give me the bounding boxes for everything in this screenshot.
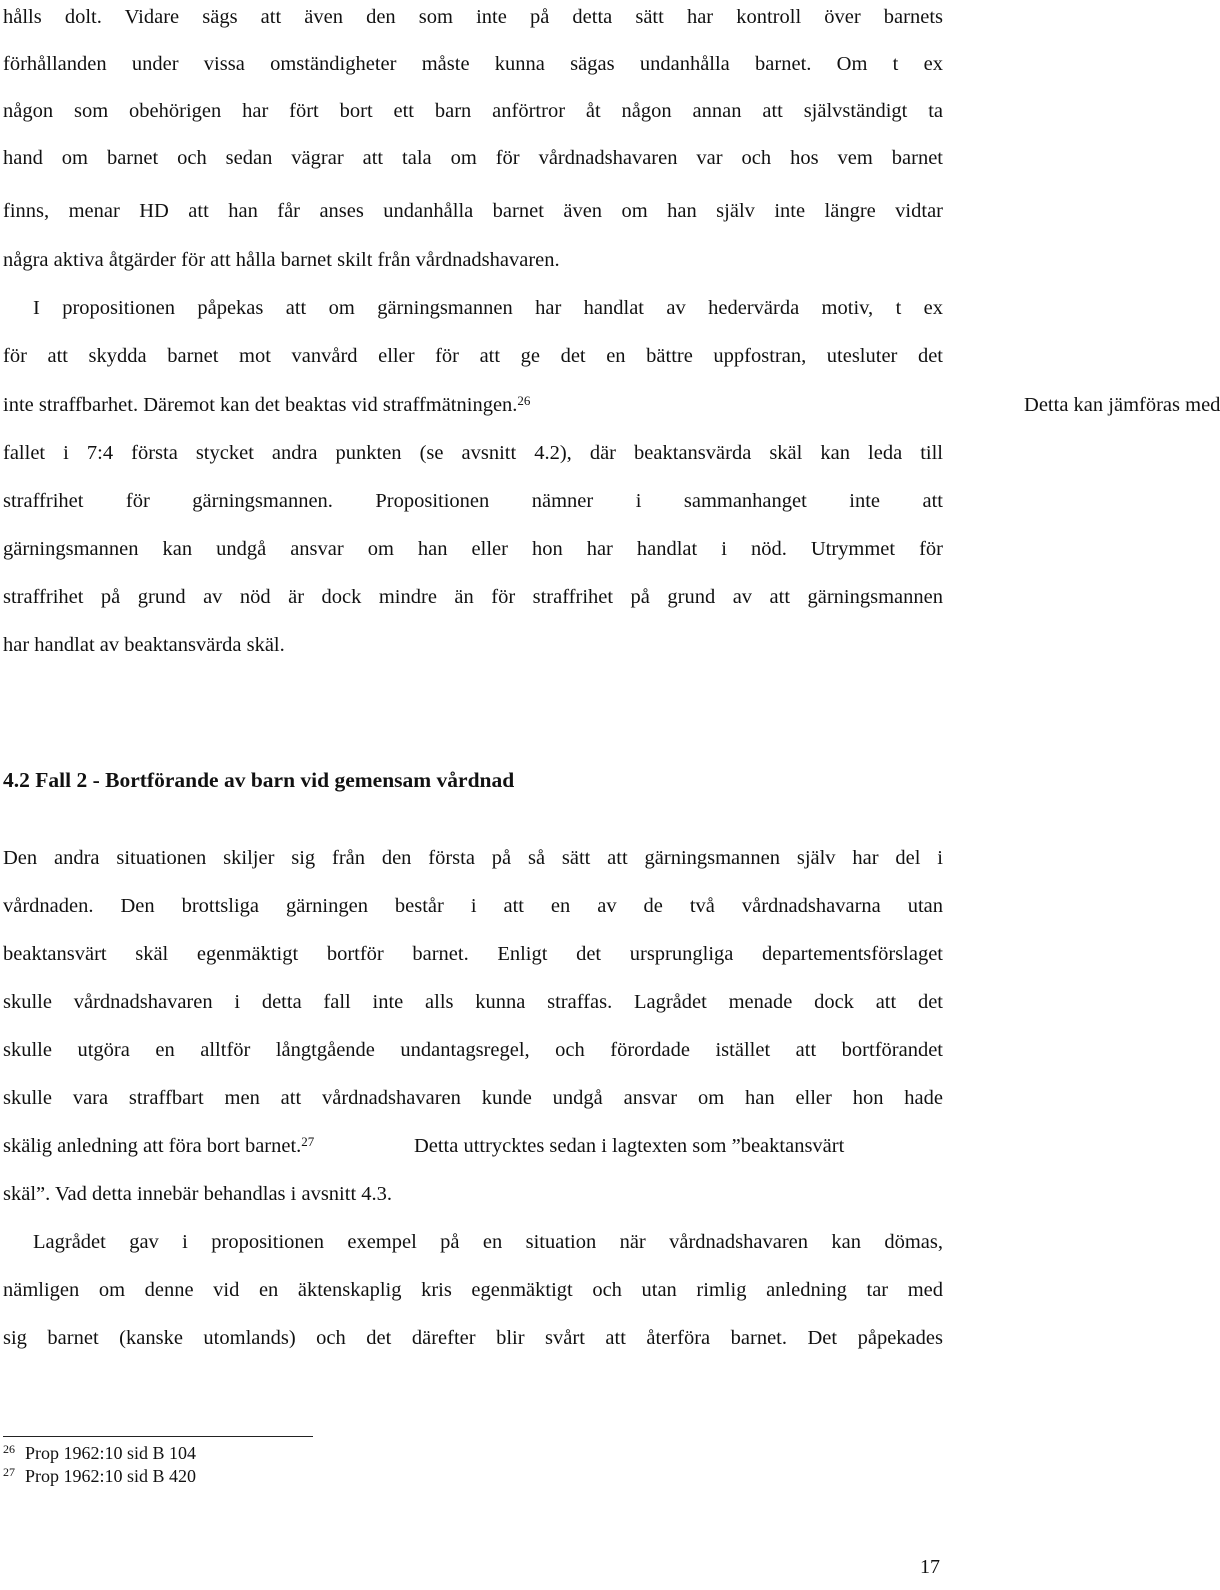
text-line: några aktiva åtgärder för att hålla barnet skilt från vårdnadshavaren. bbox=[3, 249, 560, 271]
footnote-text: Prop 1962:10 sid B 104 bbox=[25, 1443, 197, 1463]
text-line: gärningsmannen kan undgå ansvar om han eller hon har handlat i nöd. Utrymmet för bbox=[3, 538, 943, 560]
text-line: straffrihet för gärningsmannen. Propositionen nämner i sammanhanget inte att bbox=[3, 490, 943, 512]
text-segment: skälig anledning att föra bort barnet. bbox=[3, 1135, 302, 1157]
text-line: hålls dolt. Vidare sägs att även den som inte på detta sätt har kontroll över barnets bbox=[3, 6, 943, 28]
text-line: skulle utgöra en alltför långtgående undantagsregel, och förordade istället att bortförandet bbox=[3, 1039, 943, 1061]
text-line: skulle vara straffbart men att vårdnadshavaren kunde undgå ansvar om han eller hon hade bbox=[3, 1087, 943, 1109]
footnote-number: 26 bbox=[3, 1442, 15, 1456]
text-segment: inte straffbarhet. Däremot kan det beaktas vid straffmätningen. bbox=[3, 394, 518, 416]
text-line: nämligen om denne vid en äktenskaplig kris egenmäktigt och utan rimlig anledning tar med bbox=[3, 1279, 943, 1301]
page-number: 17 bbox=[920, 1556, 940, 1578]
text-line bbox=[3, 390, 1220, 420]
text-line: Den andra situationen skiljer sig från den första på så sätt att gärningsmannen själv har del i bbox=[3, 847, 943, 869]
text-segment: Detta kan jämföras med bbox=[1024, 394, 1220, 416]
text-line: någon som obehörigen har fört bort ett barn anförtror åt någon annan att självständigt ta bbox=[3, 100, 943, 122]
footnote-number: 27 bbox=[3, 1465, 15, 1479]
text-line: fallet i 7:4 första stycket andra punkten (se avsnitt 4.2), där beaktansvärda skäl kan leda till bbox=[3, 442, 943, 464]
footnote-separator bbox=[3, 1436, 313, 1437]
footnote-ref-26: 26 bbox=[517, 393, 531, 408]
text-line bbox=[3, 1131, 943, 1161]
footnote-text: Prop 1962:10 sid B 420 bbox=[25, 1466, 197, 1486]
text-line: skäl”. Vad detta innebär behandlas i avsnitt 4.3. bbox=[3, 1183, 393, 1205]
text-line: finns, menar HD att han får anses undanhålla barnet även om han själv inte längre vidtar bbox=[3, 200, 943, 222]
footnote bbox=[3, 1441, 403, 1465]
text-line: Lagrådet gav i propositionen exempel på en situation när vårdnadshavaren kan dömas, bbox=[33, 1231, 943, 1253]
text-line: vårdnaden. Den brottsliga gärningen består i att en av de två vårdnadshavarna utan bbox=[3, 895, 943, 917]
text-line: för att skydda barnet mot vanvård eller för att ge det en bättre uppfostran, utesluter det bbox=[3, 345, 943, 367]
section-heading: 4.2 Fall 2 - Bortförande av barn vid gemensam vårdnad bbox=[3, 768, 515, 792]
footnote bbox=[3, 1464, 403, 1488]
footnote-ref-27: 27 bbox=[301, 1134, 315, 1149]
text-line: hand om barnet och sedan vägrar att tala om för vårdnadshavaren var och hos vem barnet bbox=[3, 147, 943, 169]
text-line: straffrihet på grund av nöd är dock mindre än för straffrihet på grund av att gärningsmannen bbox=[3, 586, 943, 608]
text-line: har handlat av beaktansvärda skäl. bbox=[3, 634, 285, 656]
text-line: sig barnet (kanske utomlands) och det därefter blir svårt att återföra barnet. Det påpekades bbox=[3, 1327, 943, 1349]
text-segment: Detta uttrycktes sedan i lagtexten som ”beaktansvärt bbox=[413, 1135, 845, 1157]
text-line: förhållanden under vissa omständigheter måste kunna sägas undanhålla barnet. Om t ex bbox=[3, 53, 943, 75]
text-line: skulle vårdnadshavaren i detta fall inte alls kunna straffas. Lagrådet menade dock att det bbox=[3, 991, 943, 1013]
text-line: I propositionen påpekas att om gärningsmannen har handlat av hedervärda motiv, t ex bbox=[33, 297, 943, 319]
text-line: beaktansvärt skäl egenmäktigt bortför barnet. Enligt det ursprungliga departementsförslaget bbox=[3, 943, 943, 965]
